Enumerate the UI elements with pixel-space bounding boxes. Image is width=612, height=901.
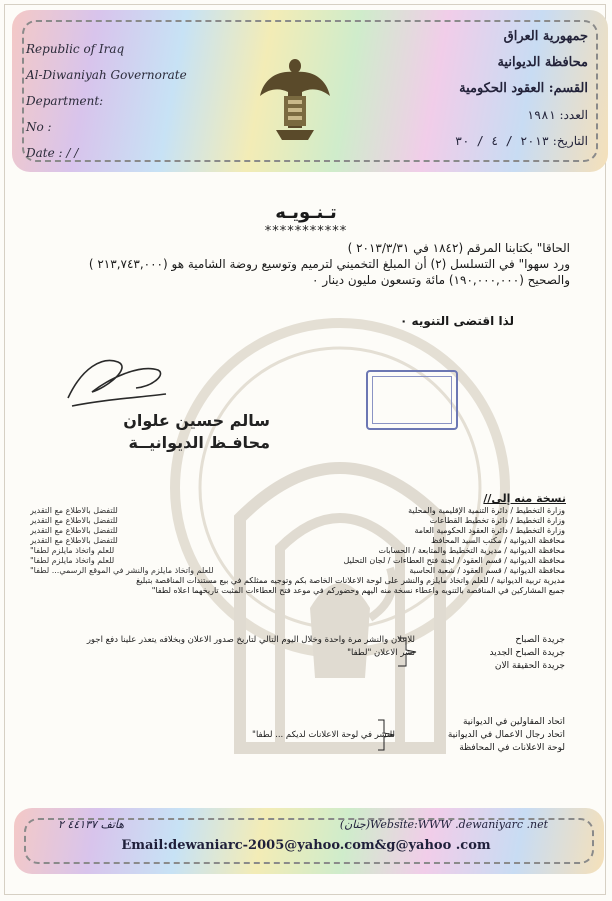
header-country-en: Republic of Iraq — [26, 42, 125, 56]
brace-icon — [396, 636, 420, 668]
recipient-note: للتفضل بالاطلاع مع التقدير — [30, 526, 118, 535]
recipient-note: للعلم واتخاذ مايلزم لطفا" — [30, 546, 115, 555]
header-date-en: Date : / / — [26, 146, 79, 160]
footer-phone: هاتف ٤٤١٣٧ ٢ — [58, 818, 125, 831]
footer-email: Email:dewaniarc-2005@yahoo.com&g@yahoo .com — [121, 838, 491, 853]
recipient: محافظة الديوانية / قسم العقود / لجنة فتح العطاءات / لجان التحليل — [343, 556, 565, 565]
footer-website: (جنان)Website:WWW .dewaniyarc .net — [339, 818, 548, 831]
contractor-name: اتحاد رجال الاعمال في الديوانية — [447, 730, 565, 740]
number-value: ١٩٨١ — [526, 108, 556, 122]
recipient-note: للتفضل بالاطلاع مع التقدير — [30, 506, 118, 515]
date-value: ٢٠١٣ / ٤ / ٣٠ — [455, 134, 549, 148]
newspaper-name: جريدة الصباح الجديد — [489, 648, 565, 658]
signatory-block — [90, 410, 270, 454]
stamp-inner-border — [372, 376, 452, 424]
official-stamp — [366, 370, 458, 430]
newspaper-note: نشر الاعلان "لطفا" — [347, 648, 415, 658]
recipient: محافظة الديوانية / قسم العقود / شعبة الحاسبة — [409, 566, 565, 575]
footer-contact-line — [58, 818, 548, 831]
list-item-long: جميع المشاركين في المناقصة بالتنويه واعطاء نسخة منه اليهم وحضوركم في موعد فتح العطاءات المثبت تاريخهما اعلاه لطفا" — [151, 586, 565, 595]
handwritten-signature-icon — [62, 348, 172, 410]
contractor-note: للنشر في لوحة الاعلانات لديكم ... لطفا" — [252, 730, 395, 740]
recipient: وزارة التخطيط / دائرة التنمية الإقليمية والمحلية — [408, 506, 565, 515]
list-item — [30, 546, 565, 556]
header-department-ar: القسم: العقود الحكومية — [459, 81, 588, 96]
notice-title: تـنـويـه — [275, 202, 337, 223]
header-country-ar: جمهورية العراق — [503, 29, 588, 44]
contractor-name: لوحة الاعلانات في المحافظة — [459, 743, 565, 753]
recipient: وزارة التخطيط / دائرة تخطيط القطاعات — [429, 516, 565, 525]
list-item — [30, 526, 565, 536]
recipient-note: للعلم واتخاذ مايلزم لطفا" — [30, 556, 115, 565]
recipient-note: للتفضل بالاطلاع مع التقدير — [30, 536, 118, 545]
notice-decree: لذا اقتضى التنويه ٠ — [400, 314, 514, 328]
notice-line: ورد سهوا" في التسلسل (٢) أن المبلغ التخميني لترميم وتوسيع روضة الشامية هو (٢١٣,٧٤٣,٠٠٠ ) — [88, 257, 570, 271]
header-right-arabic — [428, 24, 588, 154]
contractor-name: اتحاد المقاولين في الديوانية — [462, 717, 565, 727]
signatory-name: سالم حسين علوان — [123, 411, 270, 430]
header-date-ar — [428, 128, 588, 154]
list-item — [30, 516, 565, 526]
brace-icon — [376, 718, 396, 752]
header-number-ar — [428, 102, 588, 128]
recipient-note: للتفضل بالاطلاع مع التقدير — [30, 516, 118, 525]
iraq-eagle-emblem-icon — [258, 52, 332, 148]
newspaper-name: جريدة الصباح — [515, 635, 565, 645]
list-item — [30, 506, 565, 516]
recipient: وزارة التخطيط / دائرة العقود الحكومية العامة — [414, 526, 565, 535]
header-left-english — [26, 36, 187, 166]
header-governorate-ar: محافظة الديوانية — [497, 55, 588, 70]
notice-body — [46, 240, 570, 288]
notice-line: الحاقا" بكتابنا المرقم (١٨٤٢ في ٢٠١٣/٣/٣١ ) — [347, 241, 570, 255]
list-item — [30, 556, 565, 566]
list-item-long: مديرية تربية الديوانية / للعلم واتخاذ مايلزم والنشر على لوحة الاعلانات الخاصة بكم وتوجيه ممثلكم في بيع مستندات المناقصة بتبليغ — [136, 576, 565, 585]
recipient: محافظة الديوانية / مكتب السيد المحافظ — [430, 536, 565, 545]
newspaper-note: للاعلان والنشر مرة واحدة وخلال اليوم التالي لتاريخ صدور الاعلان وبخلافه يتعذر علينا دفع اجور — [86, 635, 415, 645]
notice-stars: *********** — [264, 224, 348, 239]
cc-heading: نسخة منه إلى// — [483, 492, 566, 505]
number-label: العدد: — [559, 108, 588, 122]
header-department-en: Department: — [26, 94, 104, 108]
signatory-title: محافـظ الديوانيــة — [128, 433, 270, 452]
recipient: محافظة الديوانية / مديرية التخطيط والمتابعة / الحسابات — [378, 546, 565, 555]
list-item — [30, 566, 565, 576]
newspaper-name: جريدة الحقيقة الان — [494, 661, 565, 671]
list-item — [30, 536, 565, 546]
header-number-en: No : — [26, 120, 52, 134]
recipient-note: للعلم واتخاذ مايلزم والنشر في الموقع الرسمي... لطفا" — [30, 566, 214, 575]
header-governorate-en: Al-Diwaniyah Governorate — [26, 68, 187, 82]
notice-line: والصحيح (١٩٠,٠٠٠,٠٠٠) مائة وتسعون مليون دينار ٠ — [312, 273, 570, 287]
distribution-list — [30, 506, 565, 596]
date-label: التاريخ: — [552, 134, 588, 148]
